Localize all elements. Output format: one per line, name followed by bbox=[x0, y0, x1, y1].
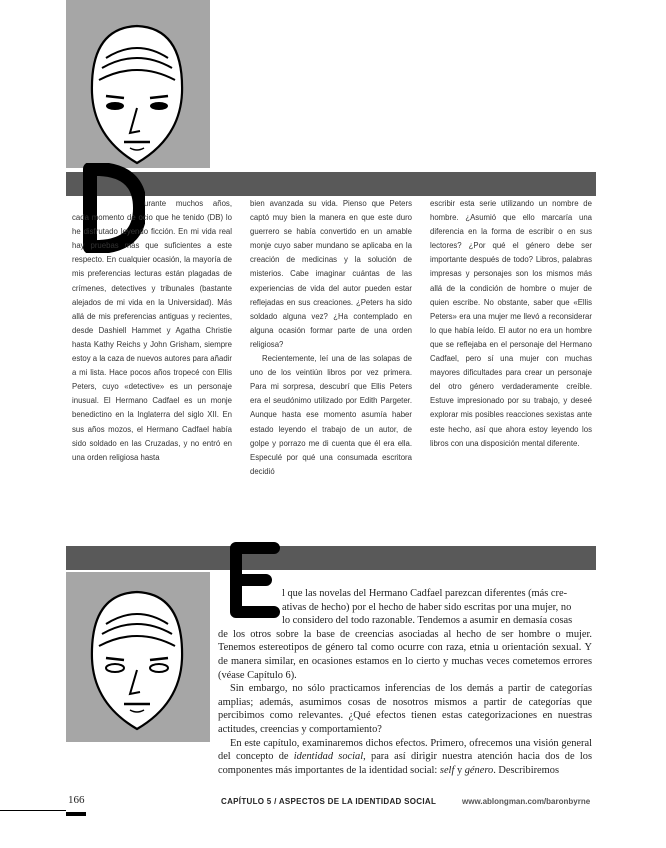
p3-text-d: . Describiremos bbox=[493, 764, 559, 776]
col2-paragraph-2: Recientemente, leí una de las solapas de uno de los veintiún libros por vez primera. Para mi sorpresa, descubrí que Ellis Peters era el seudónimo utilizado por Edith Pargeter. Aunque hasta ese momento asumía haber estado leyendo el trabajo de un autor, de golpe y porrazo me di cuenta que él era ella. Especulé por qué una consumada escritora decidió bbox=[250, 354, 412, 476]
col1-paragraph: urante muchos años, cada momento de ocio que he tenido (DB) lo he disfrutado leyendo ficción. En mi vida real hay pruebas más que suficientes a este respecto. En cualquier ocasión, la mayoría de mis preferencias lecturas están plagadas de crímenes, detectives y tribunales (bastante alejados de mi vida en la Universidad). Más allá de mis preferencias antiguas y recientes, desde Dashiell Hammet y Agatha Christie hasta Kathy Reichs y John Grisham, siempre estoy a la caza de nuevos autores para añadir a mi lista. Hace pocos años tropecé con Ellis Peters, cuyo «detective» es un personaje inusual. El Hermano Cadfael es un monje benedictino en la Inglaterra del siglo XII. En sus años mozos, el Hermano Cadfael había sido soldado en las Cruzadas, y no entró en una orden religiosa hasta bbox=[72, 199, 232, 462]
lower-dark-band bbox=[66, 546, 596, 570]
p3-emphasis-3: género bbox=[464, 764, 494, 776]
footer-page-bar bbox=[66, 812, 86, 816]
lower-line-1: l que las novelas del Hermano Cadfael parezcan diferentes (más cre- bbox=[282, 588, 568, 599]
face-illustration-lower bbox=[84, 584, 190, 734]
col3-paragraph: escribir esta serie utilizando un nombre de hombre. ¿Asumió que ello marcaría una diferencia en la forma de escribir o en sus lectores? ¿Por qué el género debe ser importante después de todo? Libros, palabras impresas y personajes son los mismos más allá de la condición de hombre o mujer de quien escribe. No obstante, saber que «Ellis Peters» era una mujer me llevó a reconsiderar lo que había leído. El autor no era un hombre que se reflejaba en el personaje del Hermano Cadfael, pero sí una mujer con muchas mayores dificultades para crear un personaje del otro género verdaderamente creíble. Estuve impresionado por su trabajo, y deseé explorar mis posibles reacciones sexistas ante este hecho, así que ahora estoy leyendo los libros con una disposición mental diferente. bbox=[430, 199, 592, 448]
col2-paragraph-1: bien avanzada su vida. Pienso que Peters captó muy bien la manera en que este duro guerrero se había convertido en un amable monje cuyo saber mundano se aplicaba en la creación de medicinas y la solución de misterios. Cabe imaginar cuántas de las experiencias de vida del autor pueden estar reflejadas en sus creaciones. ¿Peters ha sido soldado alguna vez? ¿Ha contemplado en alguna ocasión formar parte de una orden religiosa? bbox=[250, 199, 412, 349]
lower-paragraph-3 bbox=[218, 737, 592, 778]
page-number: 166 bbox=[68, 794, 85, 806]
p3-emphasis-1: identidad social bbox=[293, 751, 364, 763]
footer-chapter: CAPÍTULO 5 / ASPECTOS DE LA IDENTIDAD SOCIAL bbox=[221, 797, 437, 806]
lower-text bbox=[218, 587, 592, 777]
lower-paragraph-2: Sin embargo, no sólo practicamos inferencias de los demás a partir de categorías amplias; además, asumimos cosas de nosotros mismos a partir de categorías que percibimos como relevantes. ¿Qué efectos tienen estas categorizaciones en nuestras actitudes, creencias y comportamiento? bbox=[218, 683, 592, 735]
p3-text-c: y bbox=[454, 764, 465, 776]
footer-rule bbox=[0, 810, 66, 811]
lower-line-3: lo considero del todo razonable. Tendemos a asumir en demasía cosas bbox=[282, 615, 573, 627]
lower-line-2: ativas de hecho) por el hecho de haber sido escritas por una mujer, no bbox=[282, 601, 572, 613]
top-dark-band bbox=[66, 172, 596, 196]
column-1 bbox=[72, 197, 232, 465]
p3-emphasis-2: self bbox=[439, 764, 455, 776]
footer-url: www.ablongman.com/baronbyrne bbox=[462, 797, 591, 806]
p3-text-a: En este capítulo, examinaremos dichos efectos. Primero, ofrecemos una visión general del concepto de bbox=[218, 737, 592, 763]
column-3 bbox=[430, 197, 592, 451]
p3-text-b: , para así dirigir nuestra atención hacia dos de los componentes más importantes de la identidad social: bbox=[218, 751, 592, 776]
lower-paragraph-1-rest: de los otros sobre la base de creencias asociadas al hecho de ser hombre o mujer. Tenemos estereotipos de género tal como ocurre con raza, etnia u orientación sexual. Y de manera similar, en ocasiones estamos en lo cierto y muchas veces cometemos errores (véase Capítulo 6). bbox=[218, 628, 592, 681]
face-illustration-top bbox=[84, 18, 190, 168]
column-2 bbox=[250, 197, 412, 479]
